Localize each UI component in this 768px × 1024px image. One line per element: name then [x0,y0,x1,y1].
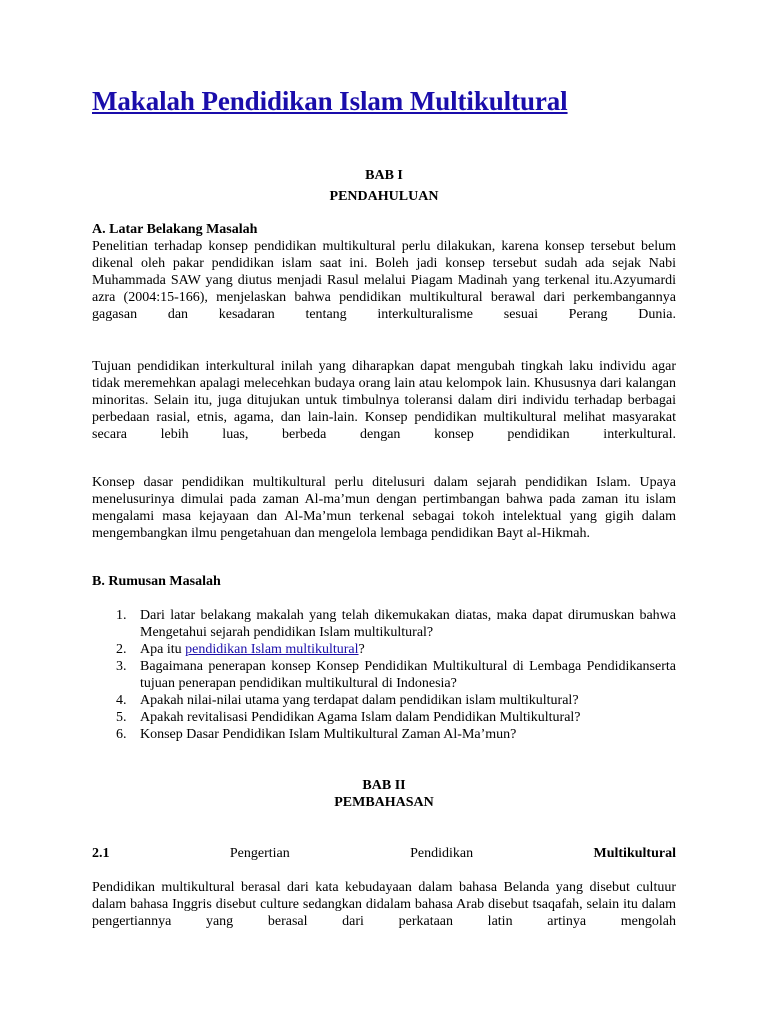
paragraph-text: Konsep dasar pendidikan multikultural perlu ditelusuri dalam sejarah pendidikan Islam. Upaya menelusurinya dimulai pada zaman Al-ma’mun dengan pertimbangan bahwa pada zaman itu islam mengalami masa kejayaan dan Al-Ma’mun terkenal sebagai tokoh intelektual yang gigih dalam mengembangkan ilmu pengetahuan dan mengelola lembaga pendidikan Bayt al-Hikmah. [92,475,676,541]
chapter-label: BAB II [362,778,406,793]
section-heading: B. Rumusan Masalah [92,574,221,589]
section-heading: A. Latar Belakang Masalah [92,222,258,237]
list-number: 6. [116,727,127,742]
page-title[interactable]: Makalah Pendidikan Islam Multikultural [92,86,568,116]
subsection-word: Pendidikan [410,846,474,861]
list-number: 5. [116,710,127,725]
problem-list [92,607,676,743]
list-number: 2. [116,642,127,657]
list-item [92,726,676,743]
paragraph [92,358,676,443]
paragraph-text: Pendidikan multikultural berasal dari kata kebudayaan dalam bahasa Belanda yang disebut cultuur dalam bahasa Inggris disebut culture sedangkan didalam bahasa Arab disebut tsaqafah, selain itu dalam pengertiannya yang berasal dari perkataan latin artinya mengolah [92,880,676,929]
list-item [92,607,676,641]
chapter-heading: PENDAHULUAN [329,189,439,204]
paragraph [92,879,676,930]
list-number: 1. [116,608,127,623]
paragraph [92,238,676,323]
chapter-heading: PEMBAHASAN [334,795,434,810]
list-item [92,658,676,692]
list-item-text: Apa itu [140,642,186,657]
subsection-number: 2.1 [92,846,110,861]
inline-link[interactable]: pendidikan Islam multikultural [185,642,359,657]
subsection-word: Multikultural [593,846,676,861]
subsection-word: Pengertian [229,846,290,861]
chapter-label: BAB I [365,168,403,183]
list-item [92,692,676,709]
list-number: 3. [116,659,127,674]
paragraph-text: Tujuan pendidikan interkultural inilah yang diharapkan dapat mengubah tingkah laku individu agar tidak meremehkan apalagi melecehkan budaya orang lain atau kelompok lain. Khususnya dari kalangan minoritas. Selain itu, juga ditujukan untuk timbulnya toleransi dalam diri individu terhadap berbagai perbedaan rasial, etnis, agama, dan lain-lain. Konsep pendidikan multikultural melihat masyarakat secara lebih luas, berbeda dengan konsep pendidikan interkultural. [92,359,676,442]
list-number: 4. [116,693,127,708]
list-item-text: ? [358,642,365,657]
subsection-heading [92,845,676,862]
list-item-text: Dari latar belakang makalah yang telah dikemukakan diatas, maka dapat dirumuskan bahwa Mengetahui sejarah pendidikan Islam multikultural? [140,608,676,640]
paragraph [92,474,676,542]
list-item [92,641,676,658]
paragraph-text: Penelitian terhadap konsep pendidikan multikultural perlu dilakukan, karena konsep tersebut belum dikenal oleh pakar pendidikan islam saat ini. Boleh jadi konsep tersebut sudah ada sejak Nabi Muhammada SAW yang diutus menjadi Rasul melalui Piagam Madinah yang terkenal itu.Azyumardi azra (2004:15-166), menjelaskan bahwa pendidikan multikultural berawal dari perkembangannya gagasan dan kesadaran tentang interkulturalisme sesuai Perang Dunia. [92,239,676,322]
list-item-text: Apakah revitalisasi Pendidikan Agama Islam dalam Pendidikan Multikultural? [140,710,581,725]
list-item-text: Konsep Dasar Pendidikan Islam Multikultural Zaman Al-Ma’mun? [140,727,517,742]
list-item-text: Bagaimana penerapan konsep Konsep Pendidikan Multikultural di Lembaga Pendidikanserta tujuan penerapan pendidikan multikultural di Indonesia? [140,659,676,691]
list-item-text: Apakah nilai-nilai utama yang terdapat dalam pendidikan islam multikultural? [140,693,579,708]
list-item [92,709,676,726]
